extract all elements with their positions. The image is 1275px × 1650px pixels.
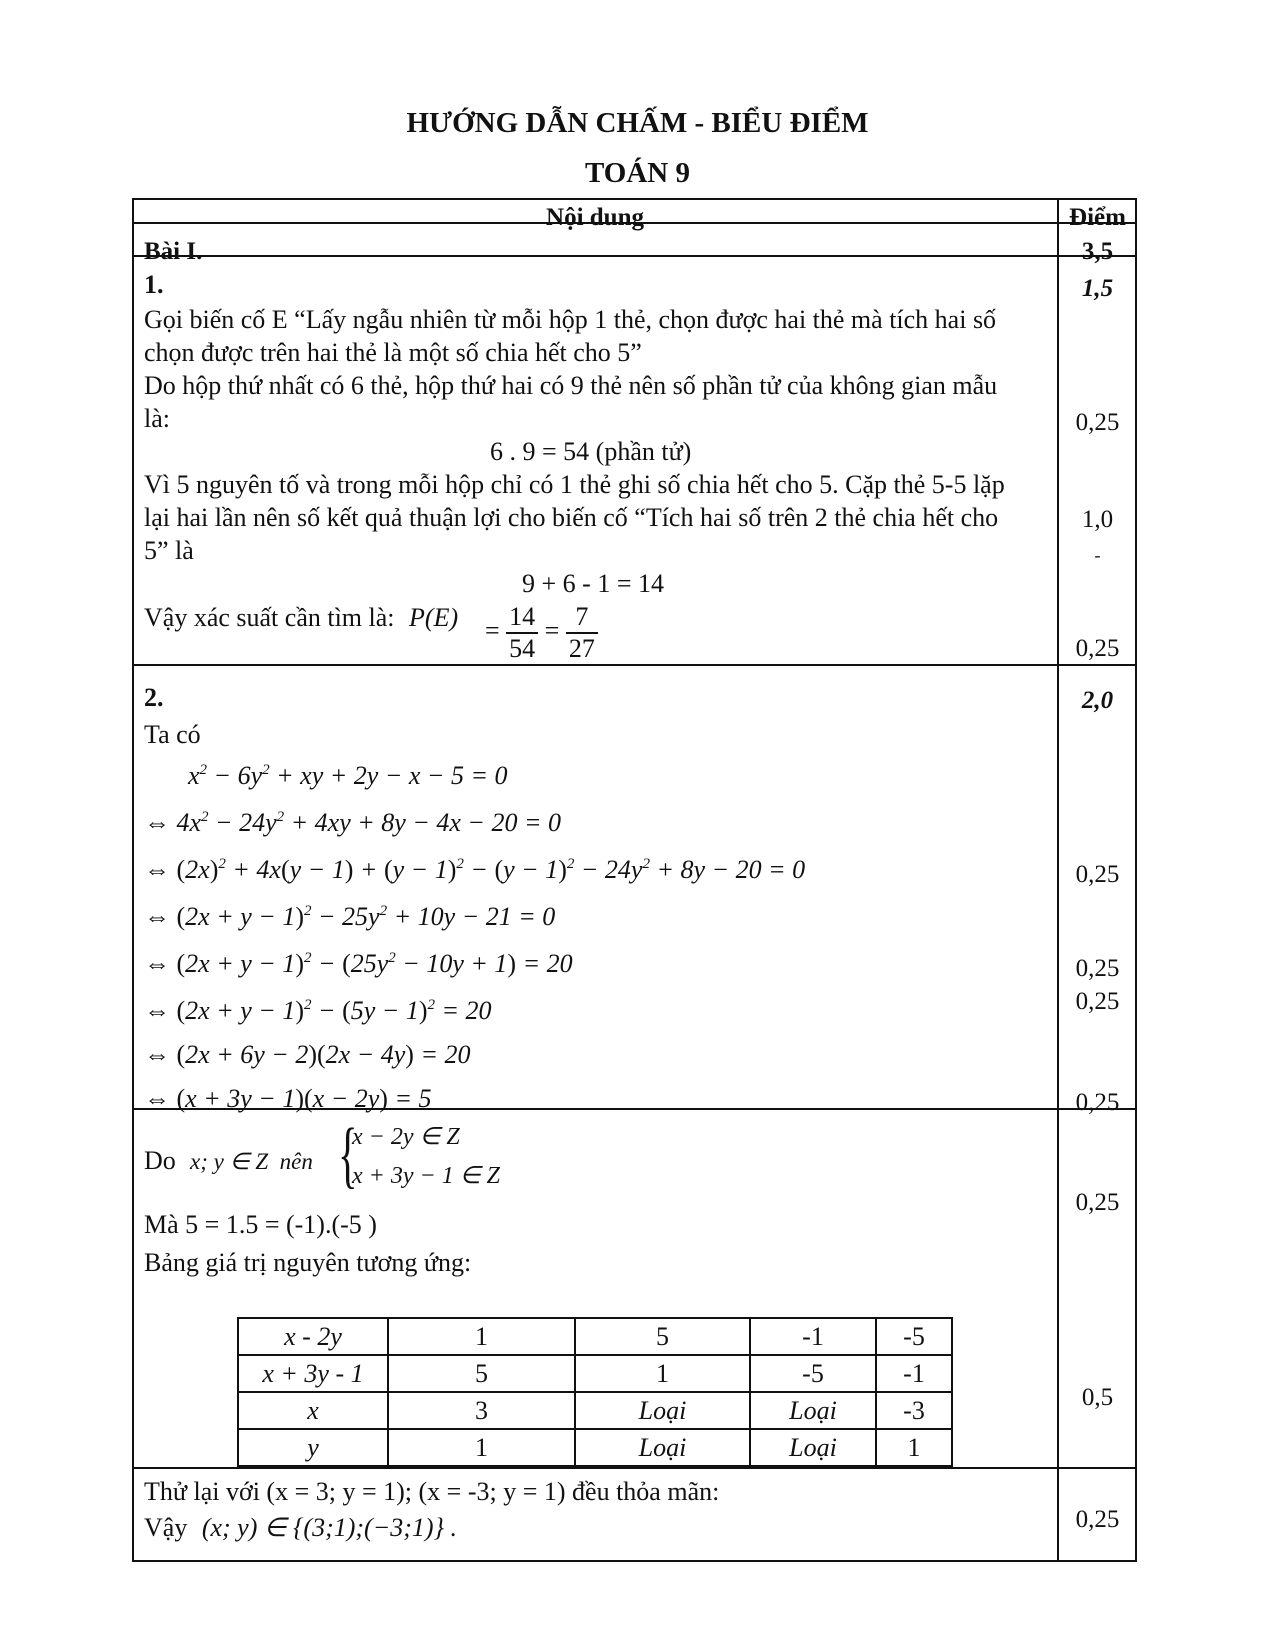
table-cell: Loại [750, 1392, 876, 1429]
equation-step: ⇔ $(2x + y - 1)^2 - (25y^2 - 10y + 1) = 20$ [144, 949, 573, 978]
text-line: Vì 5 nguyên tố và trong mỗi hộp chỉ có 1 thẻ ghi số chia hết cho 5. Cặp thẻ 5-5 lặp [144, 470, 1005, 499]
system-line: x + 3y − 1 ∈ Z [352, 1163, 500, 1189]
table-cell: 1 [388, 1429, 575, 1466]
part-number: 1. [144, 270, 164, 299]
score-column-header: Điểm [1069, 204, 1126, 231]
text-line: Do hộp thứ nhất có 6 thẻ, hộp thứ hai có 9 thẻ nên số phần tử của không gian mẫu [144, 371, 998, 400]
table-cell: 5 [388, 1355, 575, 1392]
text-line: 5” là [144, 536, 194, 565]
table-cell: x [238, 1392, 388, 1429]
table-cell: Loại [750, 1429, 876, 1466]
equation-step: ⇔ (x + 3y − 1)(x − 2y) = 5 [144, 1084, 432, 1113]
step-score: 0,25 [1075, 1089, 1120, 1116]
page-title: HƯỚNG DẪN CHẤM - BIỂU ĐIỂM [406, 107, 869, 139]
equation-step: ⇔ (2x + 6y − 2)(2x − 4y) = 20 [144, 1040, 471, 1069]
part-number: 2. [144, 683, 164, 712]
step-score: 1,0 [1081, 506, 1114, 533]
table-cell: -3 [876, 1392, 952, 1429]
step-score: 0,25 [1075, 955, 1120, 982]
table-cell: Loại [575, 1392, 750, 1429]
fraction: $\frac{7}{27}$ [566, 604, 598, 662]
table-row [238, 1429, 952, 1466]
text-line: Mà 5 = 1.5 = (-1).(-5 ) [144, 1210, 377, 1239]
fraction: $\frac{14}{54}$ [506, 604, 538, 662]
row-divider [132, 255, 1137, 257]
part-score: 1,5 [1081, 275, 1114, 302]
equation-step: ⇔ $4x^2 - 24y^2 + 4xy + 8y - 4x - 20 = 0$ [144, 808, 562, 837]
step-score: 0,25 [1075, 635, 1120, 662]
table-cell: 5 [575, 1318, 750, 1355]
text-line: lại hai lần nên số kết quả thuận lợi cho biến cố “Tích hai số trên 2 thẻ chia hết cho [144, 503, 999, 532]
final-answer: Vậy (x; y) ∈ {(3;1);(−3;1)} . [144, 1513, 457, 1542]
text-line: Bảng giá trị nguyên tương ứng: [144, 1248, 472, 1277]
step-score: 0,25 [1075, 1189, 1120, 1216]
system-line: x − 2y ∈ Z [352, 1124, 460, 1150]
part-score: 2,0 [1081, 687, 1114, 714]
text-line: Gọi biến cố E “Lấy ngẫu nhiên từ mỗi hộp 1 thẻ, chọn được hai thẻ mà tích hai số [144, 305, 997, 334]
probability-lhs: P(E) [409, 603, 459, 632]
table-cell: -1 [750, 1318, 876, 1355]
section-label: Bài I. [144, 238, 203, 265]
equation-step: ⇔ $(2x + y - 1)^2 - 25y^2 + 10y - 21 = 0$ [144, 902, 556, 931]
conclusion-text: Vậy xác suất cần tìm là: [144, 603, 395, 632]
table-cell: 1 [876, 1429, 952, 1466]
content-column-header: Nội dung [546, 204, 644, 231]
condition: x; y ∈ Z nên [190, 1149, 313, 1174]
text-line: là: [144, 404, 170, 433]
text-line: Thử lại với (x = 3; y = 1); (x = -3; y = 1) đều thỏa mãn: [144, 1477, 720, 1506]
table-cell: 1 [575, 1355, 750, 1392]
step-score: 0,25 [1075, 409, 1120, 436]
table-cell: -5 [876, 1318, 952, 1355]
table-cell: -1 [876, 1355, 952, 1392]
integer-values-table [237, 1317, 953, 1467]
system-brace: { [337, 1114, 358, 1196]
step-score: 0,25 [1075, 988, 1120, 1015]
table-row [238, 1392, 952, 1429]
fraction-expression: = $\frac{14}{54}$ = $\frac{7}{27}$ [485, 604, 598, 662]
table-row [238, 1355, 952, 1392]
score-mark: - [1094, 545, 1101, 565]
table-cell: 3 [388, 1392, 575, 1429]
equation-step: $x^2 - 6y^2$ + xy + 2y − x − 5 = 0 [188, 761, 508, 790]
equation-step: ⇔ $(2x)^2 + 4x(y - 1) + (y - 1)^2 - (y - 1)^2 - 24y^2 + 8y - 20 = 0$ [144, 855, 806, 884]
table-cell: 1 [388, 1318, 575, 1355]
table-cell: y [238, 1429, 388, 1466]
step-score: 0,25 [1075, 861, 1120, 888]
equation-step: ⇔ $(2x + y - 1)^2 - (5y - 1)^2 = 20$ [144, 996, 492, 1025]
text-line: chọn được trên hai thẻ là một số chia hết cho 5” [144, 338, 642, 367]
section-score: 3,5 [1081, 238, 1114, 265]
table-cell: Loại [575, 1429, 750, 1466]
step-score: 0,25 [1075, 1506, 1120, 1533]
probability-line [144, 605, 458, 631]
equation: 9 + 6 - 1 = 14 [522, 569, 664, 598]
table-cell: x + 3y - 1 [238, 1355, 388, 1392]
text-line: Ta có [144, 720, 201, 749]
table-cell: x - 2y [238, 1318, 388, 1355]
table-cell: -5 [750, 1355, 876, 1392]
column-divider [1057, 198, 1059, 1562]
do-label: Do [144, 1146, 176, 1175]
step-score: 0,5 [1081, 1384, 1114, 1411]
row-divider [132, 664, 1137, 666]
equation: 6 . 9 = 54 (phần tử) [490, 437, 692, 466]
page-subtitle: TOÁN 9 [584, 157, 690, 189]
table-row [238, 1318, 952, 1355]
row-divider [132, 1467, 1137, 1469]
